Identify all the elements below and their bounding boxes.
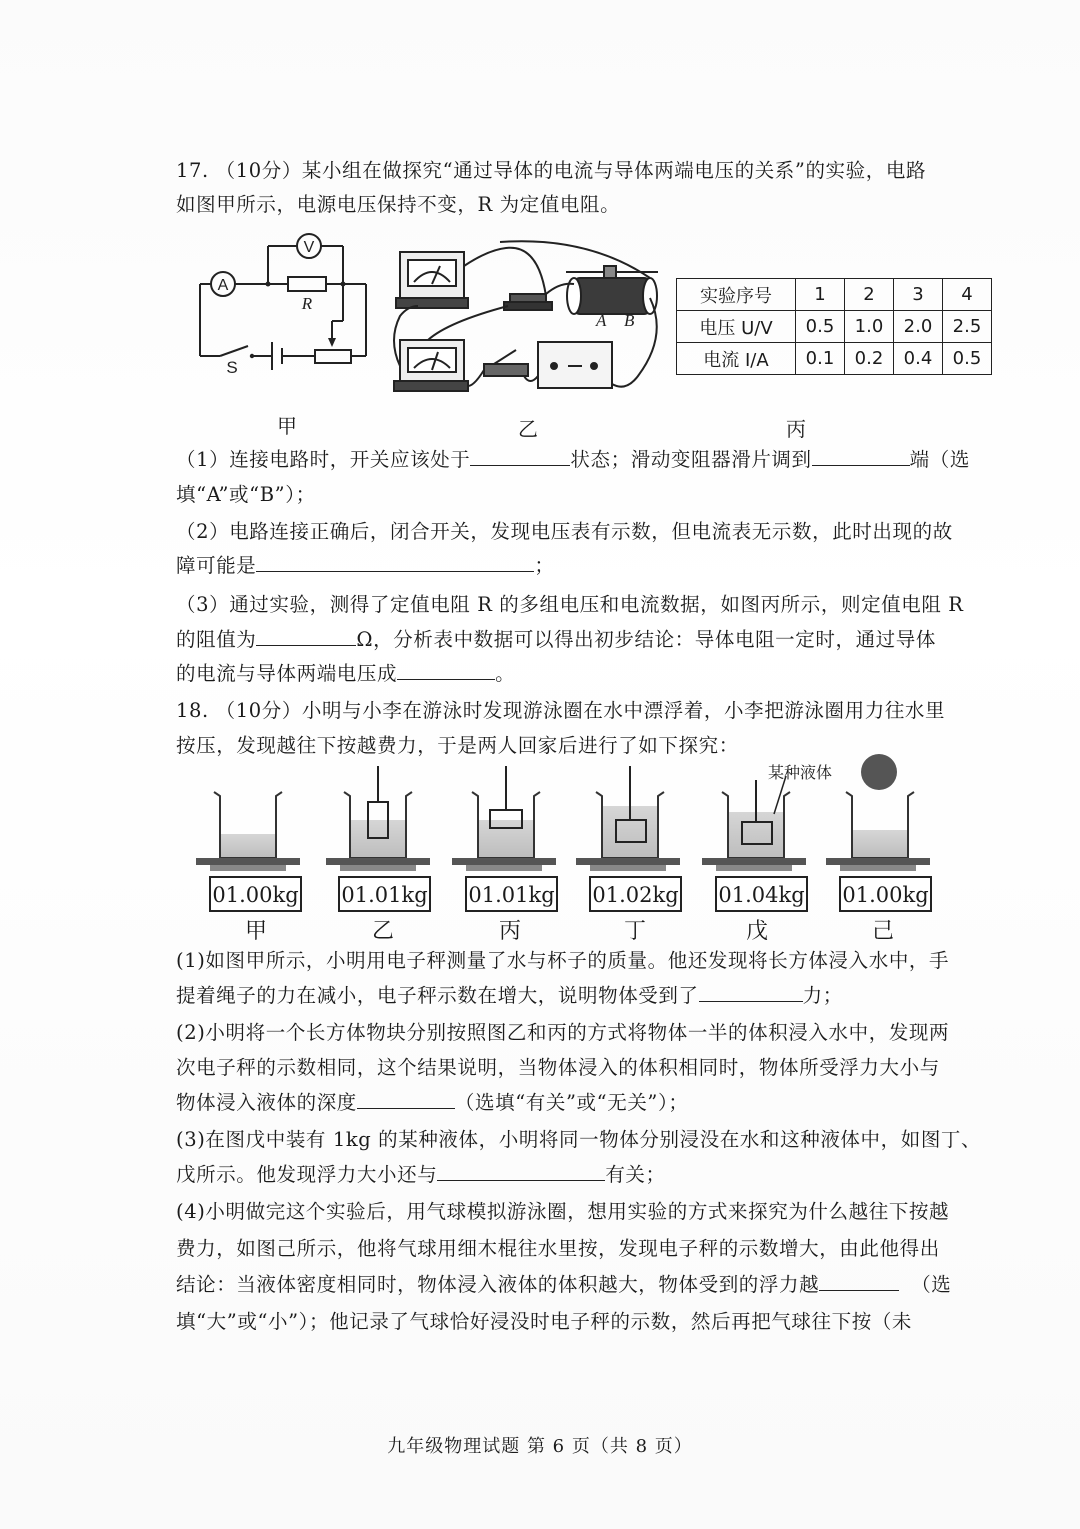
physical-circuit-yi	[388, 236, 670, 406]
caption-ji: 己	[872, 919, 895, 944]
caption-wu: 戊	[746, 919, 769, 944]
q18-part2-line3	[176, 1090, 688, 1116]
q18-part3-line2	[176, 1162, 666, 1188]
voltmeter-label: V	[303, 239, 315, 256]
scale-reading: 01.00kg	[209, 876, 302, 912]
table-cell: 0.5	[943, 343, 992, 375]
resistor-label: R	[301, 294, 313, 313]
q18-p3-text-b: 戊所示。他发现浮力大小还与	[176, 1163, 438, 1186]
ammeter-label: A	[217, 277, 229, 294]
caption-bing: 丙	[786, 417, 806, 441]
table-header-row	[677, 279, 992, 311]
q17-part2-line2	[176, 553, 555, 579]
liquid-label: 某种液体	[768, 763, 833, 782]
q17-p2-text-b: 障可能是	[176, 554, 257, 577]
q18-p3-text-c: 有关；	[605, 1163, 666, 1186]
caption-yi: 乙	[518, 417, 538, 441]
q17-part3-line1: （3）通过实验，测得了定值电阻 R 的多组电压和电流数据，如图丙所示，则定值电阻 R	[176, 593, 964, 616]
answer-blank[interactable]	[819, 1272, 899, 1291]
caption-yi: 乙	[372, 919, 395, 944]
buoyancy-figures	[190, 752, 950, 876]
row-label-voltage: 电压 U/V	[677, 311, 796, 343]
q17-part1-line2: 填“A”或“B”）；	[176, 483, 316, 506]
q17-p1-text-a: （1）连接电路时，开关应该处于	[176, 448, 471, 471]
q18-part1-line1: (1)如图甲所示，小明用电子秤测量了水与杯子的质量。他还发现将长方体浸入水中，手	[176, 949, 950, 972]
q18-p1-text-c: 力；	[802, 984, 843, 1007]
q17-p1-text-c: 端（选	[909, 448, 970, 471]
scale-reading: 01.00kg	[839, 876, 932, 912]
q18-stem-line2: 按压，发现越往下按越费力，于是两人回家后进行了如下探究：	[176, 734, 739, 757]
table-header-cell: 实验序号	[677, 279, 796, 311]
answer-blank[interactable]	[699, 983, 803, 1002]
rheostat-terminal-b: B	[624, 311, 635, 330]
q18-p4-text-d: （选	[911, 1273, 952, 1296]
table-cell: 0.4	[894, 343, 943, 375]
answer-blank[interactable]	[437, 1162, 605, 1181]
beaker-wu	[702, 776, 806, 871]
q18-p2-text-d: （选填“有关”或“无关”）；	[454, 1091, 689, 1114]
scale-reading: 01.02kg	[589, 876, 682, 912]
balloon	[861, 754, 897, 790]
q17-p1-text-b: 状态；滑动变阻器滑片调到	[570, 448, 812, 471]
answer-blank[interactable]	[357, 1090, 455, 1109]
q18-part4-line1: (4)小明做完这个实验后，用气球模拟游泳圈，想用实验的方式来探究为什么越往下按越	[176, 1200, 950, 1223]
table-col-2: 2	[845, 279, 894, 311]
table-col-4: 4	[943, 279, 992, 311]
q17-p3-text-d: 的电流与导体两端电压成	[176, 662, 398, 685]
q17-p3-text-b: 的阻值为	[176, 628, 257, 651]
answer-blank[interactable]	[470, 447, 570, 466]
q18-p2-text-c: 物体浸入液体的深度	[176, 1091, 357, 1114]
answer-blank[interactable]	[397, 661, 495, 680]
table-cell: 2.5	[943, 311, 992, 343]
beaker-jia	[196, 792, 300, 871]
resistor-symbol	[288, 277, 326, 291]
q18-p1-text-b: 提着绳子的力在减小，电子秤示数在增大，说明物体受到了	[176, 984, 699, 1007]
experiment-data-table	[676, 278, 992, 375]
beaker-bing	[452, 766, 556, 871]
caption-ding: 丁	[624, 919, 647, 944]
beaker-ji	[826, 754, 930, 871]
table-cell: 2.0	[894, 311, 943, 343]
circuit-diagram-jia	[190, 228, 380, 388]
table-col-1: 1	[796, 279, 845, 311]
answer-blank[interactable]	[812, 447, 910, 466]
row-label-current: 电流 I/A	[677, 343, 796, 375]
answer-blank[interactable]	[256, 553, 534, 572]
table-cell: 0.2	[845, 343, 894, 375]
rheostat-symbol	[315, 350, 351, 363]
q17-part2-line1: （2）电路连接正确后，闭合开关，发现电压表有示数，但电流表无示数，此时出现的故	[176, 520, 953, 543]
table-cell: 1.0	[845, 311, 894, 343]
table-row	[677, 311, 992, 343]
caption-bing: 丙	[499, 919, 522, 944]
scale-reading: 01.01kg	[338, 876, 431, 912]
page-footer: 九年级物理试题 第 6 页（共 8 页）	[387, 1436, 693, 1457]
q18-part3-line1: (3)在图戊中装有 1kg 的某种液体，小明将同一物体分别浸没在水和这种液体中，如图丁、	[176, 1128, 982, 1151]
table-row	[677, 343, 992, 375]
table-cell: 0.1	[796, 343, 845, 375]
table-col-3: 3	[894, 279, 943, 311]
q18-part4-line4: 填“大”或“小”）；他记录了气球恰好浸没时电子秤的示数，然后再把气球往下按（未	[176, 1310, 913, 1333]
q17-stem-line1: 17. （10分）某小组在做探究“通过导体的电流与导体两端电压的关系”的实验，电路	[176, 159, 927, 182]
q17-part1-line1	[176, 447, 970, 473]
q17-stem-line2: 如图甲所示，电源电压保持不变，R 为定值电阻。	[176, 193, 621, 216]
switch-label: S	[226, 358, 238, 377]
table-cell: 0.5	[796, 311, 845, 343]
q17-part3-line3	[176, 661, 515, 687]
scale-reading: 01.04kg	[715, 876, 808, 912]
beaker-ding	[576, 766, 680, 871]
q18-part4-line3	[176, 1272, 951, 1298]
q17-part3-line2	[176, 627, 936, 653]
beaker-yi	[326, 766, 430, 871]
answer-blank[interactable]	[256, 627, 356, 646]
rheostat-terminal-a: A	[596, 311, 607, 330]
q18-p4-text-c: 结论：当液体密度相同时，物体浸入液体的体积越大，物体受到的浮力越	[176, 1273, 820, 1296]
q18-part2-line1: (2)小明将一个长方体物块分别按照图乙和丙的方式将物体一半的体积浸入水中，发现两	[176, 1021, 950, 1044]
q17-p3-text-c: Ω，分析表中数据可以得出初步结论：导体电阻一定时，通过导体	[356, 628, 936, 651]
q18-part2-line2: 次电子秤的示数相同，这个结果说明，当物体浸入的体积相同时，物体所受浮力大小与	[176, 1056, 940, 1079]
q17-p2-text-c: ；	[534, 554, 555, 577]
caption-jia: 甲	[277, 414, 297, 438]
caption-jia: 甲	[245, 919, 268, 944]
scale-reading: 01.01kg	[465, 876, 558, 912]
q18-part4-line2: 费力，如图己所示，他将气球用细木棍往水里按，发现电子秤的示数增大，由此他得出	[176, 1237, 940, 1260]
q17-p3-text-e: 。	[495, 662, 516, 685]
q18-part1-line2	[176, 983, 843, 1009]
q18-stem-line1: 18. （10分）小明与小李在游泳时发现游泳圈在水中漂浮着，小李把游泳圈用力往水里	[176, 699, 946, 722]
